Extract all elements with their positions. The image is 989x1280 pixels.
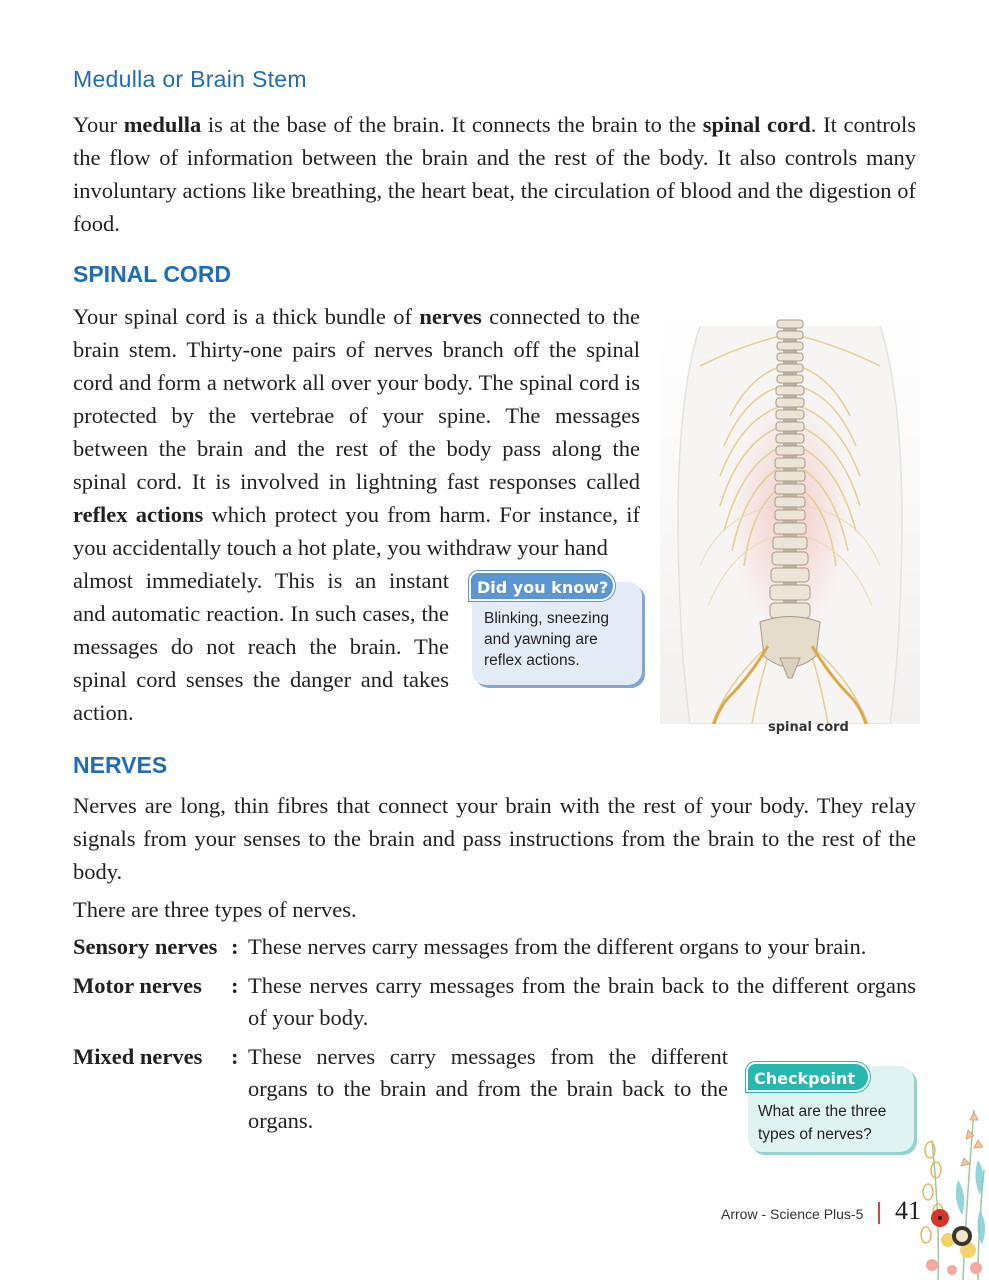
nerve-type-term: Motor nerves (73, 973, 202, 998)
nerves-heading: NERVES (73, 752, 168, 778)
nerve-type-term: Mixed nerves (73, 1044, 203, 1069)
nerve-type-sensory (73, 931, 916, 964)
did-you-know-text: Blinking, sneezing and yawning are reflex actions. (484, 610, 609, 669)
nerve-type-colon: : (231, 973, 239, 998)
page-number: 41 (895, 1196, 921, 1225)
nerve-types-intro: There are three types of nerves. (73, 897, 357, 922)
nerve-type-mixed (73, 1041, 733, 1141)
medulla-heading: Medulla or Brain Stem (73, 66, 307, 92)
medulla-paragraph: Your medulla is at the base of the brain. It connects the brain to the spinal cord. It controls the flow of information between the brain and the rest of the body. It also controls many involuntary actions like breathing, the heart beat, the circulation of blood and the digestion of food. (73, 112, 916, 236)
nerve-type-colon: : (231, 934, 239, 959)
nerve-type-description: These nerves carry messages from the different organs to the brain and from the brain back to the organs. (248, 1044, 728, 1133)
did-you-know-title: Did you know? (469, 571, 615, 601)
figure-caption: spinal cord (768, 720, 849, 735)
spinal-cord-paragraph: Your spinal cord is a thick bundle of nerves connected to the brain stem. Thirty-one pairs of nerves branch off the spinal cord and form a network all over your body. The spinal cord is protected by the vertebrae of your spine. The messages between the brain and the rest of the body pass along the spinal cord. It is involved in lightning fast responses called reflex actions which protect you from harm. For instance, if you accidentally touch a hot plate, you withdraw your hand (73, 304, 640, 560)
nerve-type-motor (73, 970, 916, 1036)
checkpoint-text: What are the three types of nerves? (758, 1103, 887, 1143)
nerve-type-description: These nerves carry messages from the brain back to the different organs of your body. (248, 973, 916, 1030)
spine-illustration (660, 306, 920, 724)
nerves-term: nerves (419, 304, 482, 329)
checkpoint-title: Checkpoint (746, 1062, 870, 1092)
floral-decoration-icon (918, 1100, 989, 1280)
footer-divider (878, 1202, 880, 1224)
reflex-actions-term: reflex actions (73, 502, 204, 527)
spinal-cord-term: spinal cord (702, 112, 811, 137)
medulla-term: medulla (123, 112, 202, 137)
nerve-type-description: These nerves carry messages from the different organs to your brain. (248, 934, 867, 959)
spinal-cord-heading: SPINAL CORD (73, 261, 232, 287)
book-title: Arrow - Science Plus-5 (721, 1206, 864, 1222)
nerves-intro: Nerves are long, thin fibres that connect your brain with the rest of your body. They relay signals from your senses to the brain and pass instructions from the brain to the rest of the body. (73, 793, 916, 884)
nerve-type-term: Sensory nerves (73, 934, 218, 959)
spinal-cord-paragraph-continued: almost immediately. This is an instant and automatic reaction. In such cases, the messages do not reach the brain. The spinal cord senses the danger and takes action. (73, 568, 449, 725)
nerve-type-colon: : (231, 1044, 239, 1069)
